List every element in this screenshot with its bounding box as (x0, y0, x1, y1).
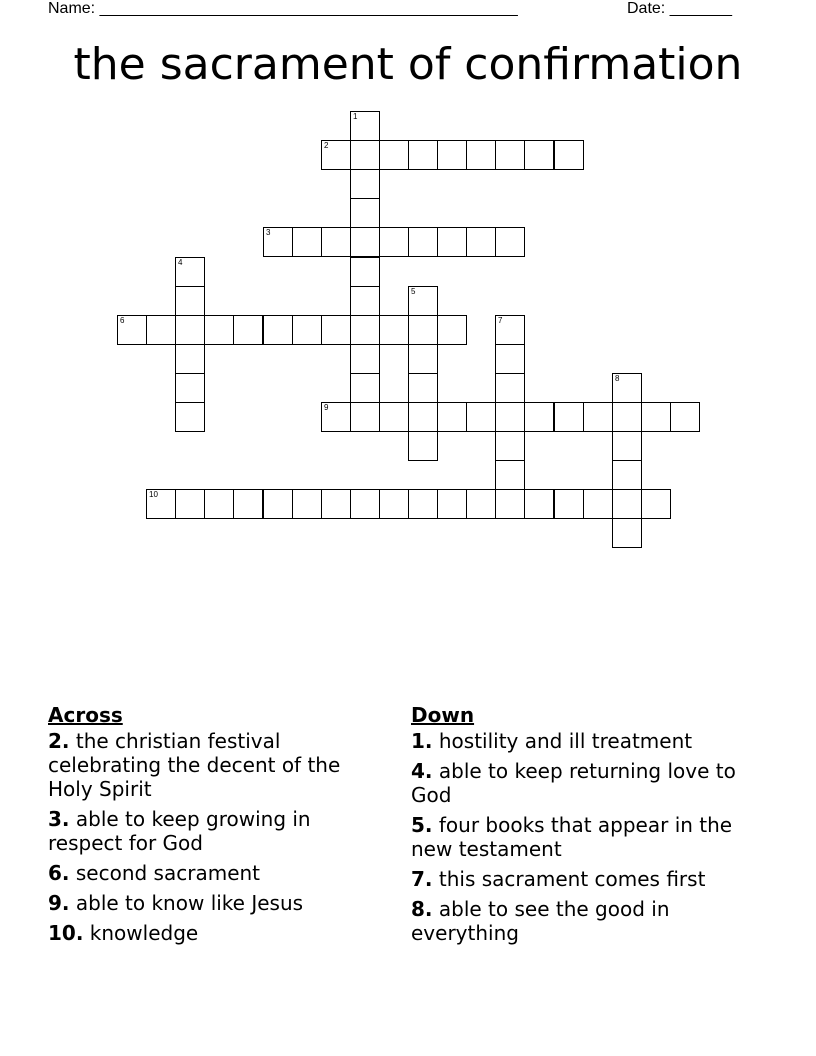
cell-number: 9 (324, 403, 329, 412)
crossword-cell[interactable] (175, 257, 205, 287)
puzzle-title: the sacrament of confirmation (73, 39, 743, 90)
crossword-cell[interactable] (233, 489, 263, 519)
crossword-cell[interactable] (408, 140, 438, 170)
crossword-cell[interactable] (641, 489, 671, 519)
crossword-cell[interactable] (321, 315, 351, 345)
crossword-cell[interactable] (408, 402, 438, 432)
crossword-cell[interactable] (292, 227, 322, 257)
crossword-cell[interactable] (350, 286, 380, 316)
crossword-cell[interactable] (379, 140, 409, 170)
clue-text: hostility and ill treatment (432, 729, 693, 753)
crossword-cell[interactable] (350, 489, 380, 519)
crossword-cell[interactable] (554, 402, 584, 432)
clue-down-8 (411, 897, 751, 945)
crossword-cell[interactable] (321, 402, 351, 432)
crossword-cell[interactable] (350, 344, 380, 374)
crossword-cell[interactable] (437, 315, 467, 345)
cell-number: 8 (615, 374, 620, 383)
crossword-cell[interactable] (670, 402, 700, 432)
clue-number: 4. (411, 759, 433, 783)
crossword-cell[interactable] (175, 344, 205, 374)
date-field-label: Date: _______ (627, 0, 732, 17)
crossword-cell[interactable] (408, 286, 438, 316)
crossword-cell[interactable] (350, 227, 380, 257)
cell-number: 7 (498, 316, 503, 325)
crossword-cell[interactable] (117, 315, 147, 345)
crossword-cell[interactable] (292, 489, 322, 519)
crossword-cell[interactable] (612, 460, 642, 490)
cell-number: 6 (120, 316, 125, 325)
crossword-cell[interactable] (612, 518, 642, 548)
clue-down-7 (411, 867, 751, 891)
clue-across-6 (48, 861, 388, 885)
clue-number: 6. (48, 861, 70, 885)
crossword-cell[interactable] (612, 431, 642, 461)
crossword-cell[interactable] (350, 373, 380, 403)
crossword-cell[interactable] (379, 489, 409, 519)
crossword-cell[interactable] (350, 198, 380, 228)
clue-number: 3. (48, 807, 70, 831)
crossword-cell[interactable] (524, 140, 554, 170)
crossword-cell[interactable] (379, 402, 409, 432)
crossword-cell[interactable] (466, 140, 496, 170)
crossword-cell[interactable] (350, 140, 380, 170)
crossword-cell[interactable] (466, 402, 496, 432)
cell-number: 4 (178, 258, 183, 267)
crossword-cell[interactable] (583, 489, 613, 519)
clue-across-9 (48, 891, 388, 915)
crossword-cell[interactable] (379, 227, 409, 257)
crossword-cell[interactable] (612, 489, 642, 519)
crossword-cell[interactable] (437, 227, 467, 257)
clue-across-3 (48, 807, 388, 855)
clue-down-1 (411, 729, 751, 753)
clue-across-10 (48, 921, 388, 945)
crossword-cell[interactable] (437, 140, 467, 170)
crossword-cell[interactable] (524, 402, 554, 432)
crossword-cell[interactable] (175, 315, 205, 345)
crossword-cell[interactable] (350, 111, 380, 141)
clue-down-5 (411, 813, 751, 861)
crossword-cell[interactable] (321, 489, 351, 519)
crossword-cell[interactable] (350, 315, 380, 345)
crossword-cell[interactable] (612, 402, 642, 432)
crossword-cell[interactable] (437, 402, 467, 432)
clue-text: second sacrament (69, 861, 261, 885)
crossword-cell[interactable] (466, 489, 496, 519)
crossword-cell[interactable] (554, 140, 584, 170)
crossword-cell[interactable] (263, 315, 293, 345)
clue-text: able to keep growing in respect for God (48, 807, 311, 855)
across-clues (48, 703, 388, 951)
crossword-cell[interactable] (175, 489, 205, 519)
clue-text: four books that appear in the new testament (411, 813, 733, 861)
crossword-cell[interactable] (175, 402, 205, 432)
cell-number: 3 (266, 228, 271, 237)
down-clues (411, 703, 751, 951)
clue-text: able to know like Jesus (69, 891, 304, 915)
clue-across-2 (48, 729, 388, 801)
crossword-cell[interactable] (321, 227, 351, 257)
crossword-cell[interactable] (408, 373, 438, 403)
crossword-cell[interactable] (408, 489, 438, 519)
crossword-cell[interactable] (350, 257, 380, 287)
crossword-cell[interactable] (350, 402, 380, 432)
cell-number: 1 (353, 112, 358, 121)
crossword-cell[interactable] (466, 227, 496, 257)
crossword-cell[interactable] (495, 489, 525, 519)
crossword-cell[interactable] (495, 140, 525, 170)
clue-text: this sacrament comes first (432, 867, 706, 891)
crossword-cell[interactable] (233, 315, 263, 345)
clue-number: 1. (411, 729, 433, 753)
crossword-cell[interactable] (495, 431, 525, 461)
cell-number: 10 (149, 490, 158, 499)
clue-number: 9. (48, 891, 70, 915)
crossword-cell[interactable] (379, 315, 409, 345)
clue-text: able to keep returning love to God (411, 759, 736, 807)
crossword-cell[interactable] (175, 286, 205, 316)
clue-text: the christian festival celebrating the decent of the Holy Spirit (48, 729, 341, 801)
crossword-cell[interactable] (146, 489, 176, 519)
clue-number: 2. (48, 729, 70, 753)
crossword-cell[interactable] (437, 489, 467, 519)
crossword-cell[interactable] (204, 489, 234, 519)
crossword-cell[interactable] (612, 373, 642, 403)
crossword-cell[interactable] (495, 227, 525, 257)
crossword-cell[interactable] (408, 227, 438, 257)
cell-number: 2 (324, 141, 329, 150)
crossword-cell[interactable] (321, 140, 351, 170)
clue-text: able to see the good in everything (411, 897, 670, 945)
crossword-cell[interactable] (641, 402, 671, 432)
crossword-cell[interactable] (524, 489, 554, 519)
crossword-cell[interactable] (495, 315, 525, 345)
crossword-cell[interactable] (350, 169, 380, 199)
crossword-cell[interactable] (495, 373, 525, 403)
clue-down-4 (411, 759, 751, 807)
crossword-cell[interactable] (204, 315, 234, 345)
crossword-cell[interactable] (292, 315, 322, 345)
cell-number: 5 (411, 287, 416, 296)
name-field-label: Name: _______________________________________________ (48, 0, 518, 17)
crossword-cell[interactable] (583, 402, 613, 432)
crossword-cell[interactable] (408, 315, 438, 345)
across-heading: Across (48, 703, 123, 727)
crossword-cell[interactable] (408, 344, 438, 374)
crossword-cell[interactable] (146, 315, 176, 345)
crossword-cell[interactable] (495, 402, 525, 432)
clue-number: 7. (411, 867, 433, 891)
crossword-cell[interactable] (175, 373, 205, 403)
crossword-cell[interactable] (263, 227, 293, 257)
crossword-cell[interactable] (408, 431, 438, 461)
crossword-cell[interactable] (263, 489, 293, 519)
crossword-cell[interactable] (495, 344, 525, 374)
crossword-cell[interactable] (554, 489, 584, 519)
down-heading: Down (411, 703, 475, 727)
clue-number: 10. (48, 921, 84, 945)
clue-number: 8. (411, 897, 433, 921)
clue-number: 5. (411, 813, 433, 837)
crossword-cell[interactable] (495, 460, 525, 490)
clue-text: knowledge (83, 921, 199, 945)
